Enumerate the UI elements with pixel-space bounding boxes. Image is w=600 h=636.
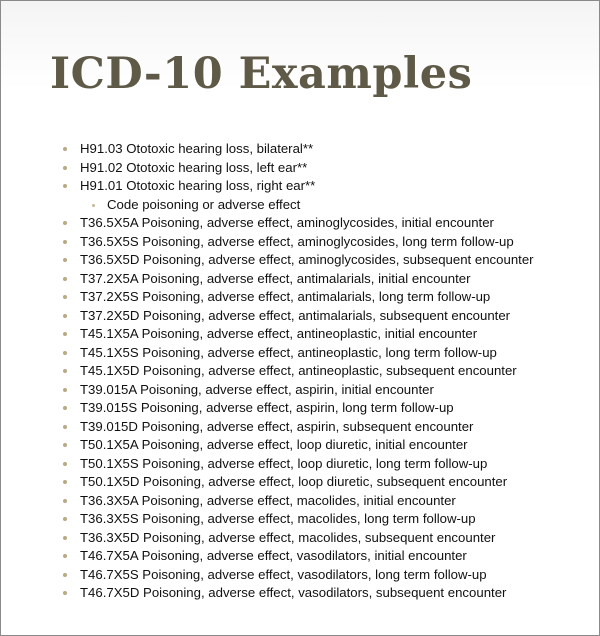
bullet-item <box>1 288 599 307</box>
bullet-item <box>1 159 599 178</box>
bullet-item <box>1 362 599 381</box>
bullet-item <box>1 566 599 585</box>
bullet-text: T36.3X5A Poisoning, adverse effect, macolides, initial encounter <box>80 492 456 508</box>
bullet-text: T50.1X5S Poisoning, adverse effect, loop diuretic, long term follow-up <box>80 455 488 471</box>
bullet-dot-icon <box>63 517 67 521</box>
bullet-dot-icon <box>63 184 67 188</box>
bullet-item <box>1 584 599 603</box>
bullet-dot-icon <box>63 166 67 170</box>
bullet-item <box>1 270 599 289</box>
bullet-dot-icon <box>63 425 67 429</box>
bullet-dot-icon <box>63 351 67 355</box>
bullet-item <box>1 547 599 566</box>
bullet-item <box>1 399 599 418</box>
bullet-item <box>1 492 599 511</box>
bullet-dot-icon <box>63 314 67 318</box>
bullet-text: T39.015S Poisoning, adverse effect, aspirin, long term follow-up <box>80 400 454 415</box>
bullet-dot-icon <box>63 554 67 558</box>
bullet-text: H91.03 Ototoxic hearing loss, bilateral** <box>80 141 314 156</box>
bullet-item <box>1 140 599 159</box>
bullet-item <box>1 233 599 252</box>
bullet-text: T50.1X5D Poisoning, adverse effect, loop diuretic, subsequent encounter <box>80 474 508 489</box>
bullet-item <box>1 307 599 326</box>
bullet-dot-icon <box>63 573 67 577</box>
bullet-dot-icon <box>63 480 67 484</box>
sub-bullet-item <box>1 196 599 215</box>
bullet-text: T36.5X5D Poisoning, adverse effect, aminoglycosides, subsequent encounter <box>80 252 534 267</box>
bullet-dot-icon <box>63 499 67 503</box>
bullet-dot-icon <box>92 204 95 207</box>
bullet-dot-icon <box>63 369 67 373</box>
bullet-dot-icon <box>63 536 67 540</box>
bullet-item <box>1 418 599 437</box>
bullet-dot-icon <box>63 443 67 447</box>
bullet-text: T39.015D Poisoning, adverse effect, aspirin, subsequent encounter <box>80 418 474 434</box>
bullet-dot-icon <box>63 406 67 410</box>
bullet-item <box>1 251 599 270</box>
bullet-text: T50.1X5A Poisoning, adverse effect, loop diuretic, initial encounter <box>80 437 468 452</box>
bullet-item <box>1 529 599 548</box>
bullet-item <box>1 455 599 474</box>
bullet-dot-icon <box>63 277 67 281</box>
bullet-item <box>1 381 599 400</box>
bullet-text: T46.7X5D Poisoning, adverse effect, vasodilators, subsequent encounter <box>80 585 507 600</box>
bullet-list <box>1 140 599 603</box>
bullet-text: T36.3X5S Poisoning, adverse effect, macolides, long term follow-up <box>80 511 476 526</box>
bullet-item <box>1 177 599 196</box>
bullet-item <box>1 344 599 363</box>
bullet-dot-icon <box>63 295 67 299</box>
bullet-text: T37.2X5D Poisoning, adverse effect, antimalarials, subsequent encounter <box>80 307 511 323</box>
bullet-dot-icon <box>63 147 67 151</box>
bullet-dot-icon <box>63 258 67 262</box>
bullet-dot-icon <box>63 462 67 466</box>
bullet-text: T37.2X5S Poisoning, adverse effect, antimalarials, long term follow-up <box>80 289 491 304</box>
bullet-item <box>1 214 599 233</box>
bullet-dot-icon <box>63 240 67 244</box>
bullet-dot-icon <box>63 332 67 336</box>
slide-title: ICD-10 Examples <box>50 49 473 99</box>
bullet-text: T36.3X5D Poisoning, adverse effect, macolides, subsequent encounter <box>80 529 496 545</box>
bullet-dot-icon <box>63 221 67 225</box>
bullet-item <box>1 473 599 492</box>
bullet-item <box>1 325 599 344</box>
bullet-text: T45.1X5S Poisoning, adverse effect, antineoplastic, long term follow-up <box>80 344 497 360</box>
bullet-text: T46.7X5A Poisoning, adverse effect, vasodilators, initial encounter <box>80 548 467 563</box>
bullet-text: T45.1X5D Poisoning, adverse effect, antineoplastic, subsequent encounter <box>80 363 517 378</box>
bullet-dot-icon <box>63 591 67 595</box>
bullet-item <box>1 436 599 455</box>
bullet-text: T36.5X5A Poisoning, adverse effect, aminoglycosides, initial encounter <box>80 215 494 230</box>
bullet-dot-icon <box>63 388 67 392</box>
bullet-text: H91.01 Ototoxic hearing loss, right ear** <box>80 178 316 193</box>
bullet-text: T37.2X5A Poisoning, adverse effect, antimalarials, initial encounter <box>80 270 471 286</box>
bullet-text: H91.02 Ototoxic hearing loss, left ear** <box>80 159 308 175</box>
bullet-text: T45.1X5A Poisoning, adverse effect, antineoplastic, initial encounter <box>80 326 478 341</box>
bullet-text: T39.015A Poisoning, adverse effect, aspirin, initial encounter <box>80 381 434 397</box>
bullet-text: Code poisoning or adverse effect <box>107 196 301 212</box>
bullet-text: T46.7X5S Poisoning, adverse effect, vasodilators, long term follow-up <box>80 566 487 582</box>
bullet-text: T36.5X5S Poisoning, adverse effect, aminoglycosides, long term follow-up <box>80 233 514 249</box>
bullet-item <box>1 510 599 529</box>
